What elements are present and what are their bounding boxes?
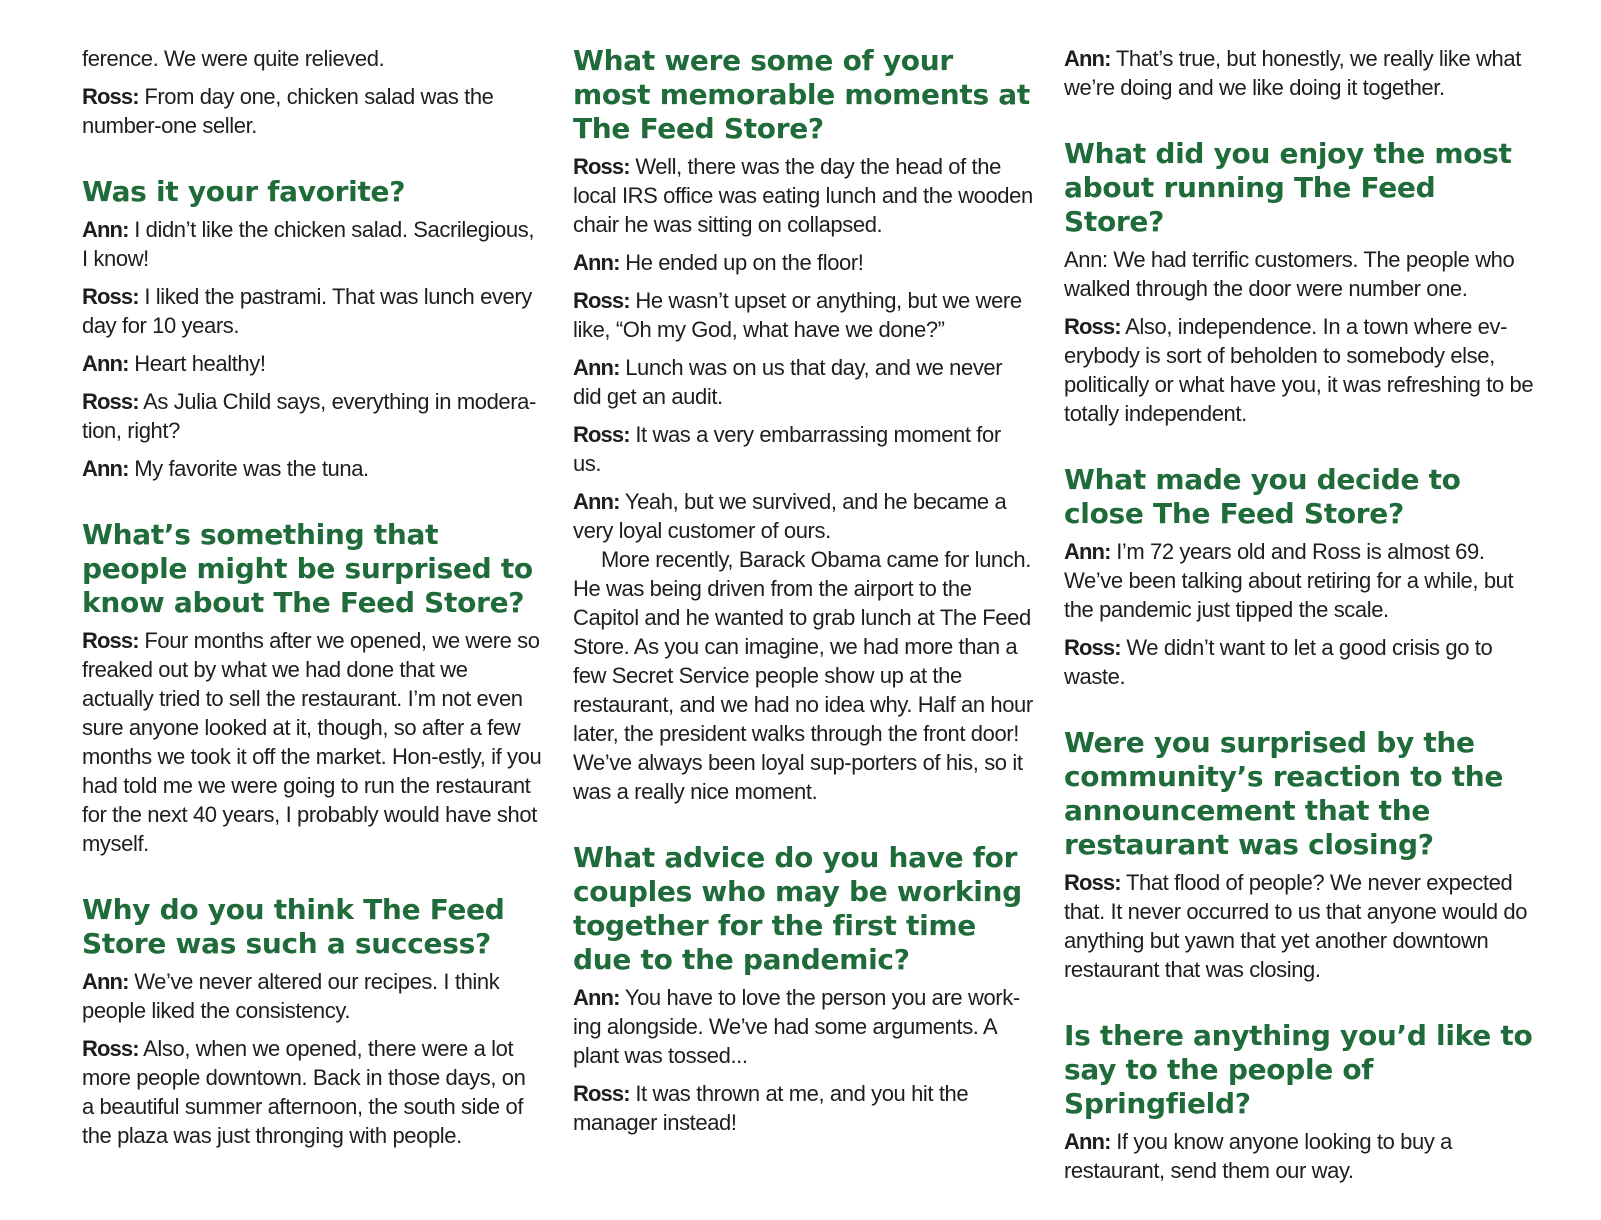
column-1 [82,44,542,1159]
answer-paragraph [1064,245,1534,303]
speaker-label: Ross: [82,284,139,309]
speaker-label: Ann: [573,250,620,275]
speaker-label: Ann: [1064,1129,1111,1154]
answer-text: You have to love the person you are work-ing alongside. We’ve had some arguments. A plant was tossed... [573,985,1020,1068]
answer-paragraph [573,487,1033,545]
section-gap [1064,437,1534,463]
section-gap [1064,700,1534,726]
section-gap [1064,111,1534,137]
question-heading: What were some of your most memorable moments at The Feed Store? [573,44,1030,145]
speaker-label: Ross: [573,154,630,179]
answer-paragraph [573,353,1033,411]
answer-paragraph [1064,1127,1534,1185]
answer-text: Also, independence. In a town where ev-erybody is sort of beholden to somebody else, politically or what have you, it was refreshing to be totally independent. [1064,314,1534,426]
speaker-label: Ross: [82,628,139,653]
answer-paragraph [82,82,542,140]
answer-text: From day one, chicken salad was the number-one seller. [82,84,494,138]
section-gap [82,149,542,175]
answer-paragraph [82,387,542,445]
answer-text: He ended up on the floor! [619,250,864,275]
answer-text: I’m 72 years old and Ross is almost 69. We’ve been talking about retiring for a while, but the pandemic just tipped the scale. [1064,539,1514,622]
speaker-label: Ann: [573,985,620,1010]
section-gap [573,815,1033,841]
answer-text: It was a very embarrassing moment for us. [573,422,1001,476]
question-heading: Was it your favorite? [82,175,406,208]
answer-text: Lunch was on us that day, and we never did get an audit. [573,355,1003,409]
section-gap [82,867,542,893]
answer-text: Well, there was the day the head of the local IRS office was eating lunch and the wooden chair he was sitting on collapsed. [573,154,1033,237]
answer-text: Heart healthy! [128,351,266,376]
answer-text: I didn’t like the chicken salad. Sacrilegious, I know! [82,217,535,271]
answer-paragraph [82,282,542,340]
speaker-label: Ann: [1064,46,1111,71]
answer-text: Also, when we opened, there were a lot more people downtown. Back in those days, on a beautiful summer afternoon, the south side of the plaza was just thronging with people. [82,1036,526,1148]
speaker-label: Ross: [82,1036,139,1061]
answer-text: We’ve never altered our recipes. I think people liked the consistency. [82,969,500,1023]
answer-paragraph [82,1034,542,1150]
answer-text: We didn’t want to let a good crisis go to waste. [1064,635,1493,689]
speaker-label: Ross: [573,422,630,447]
answer-paragraph [573,983,1033,1070]
answer-text: He wasn’t upset or anything, but we were like, “Oh my God, what have we done?” [573,288,1022,342]
speaker-label: Ross: [573,288,630,313]
speaker-label: Ann: [573,489,620,514]
speaker-label: Ross: [82,389,139,414]
answer-paragraph [82,967,542,1025]
answer-text: If you know anyone looking to buy a restaurant, send them our way. [1064,1129,1452,1183]
answer-paragraph [1064,44,1534,102]
speaker-label: Ross: [573,1081,630,1106]
speaker-label: Ross: [1064,870,1121,895]
speaker-label: Ross: [1064,314,1121,339]
speaker-label: Ross: [82,84,139,109]
answer-paragraph [573,248,1033,277]
answer-text: Ann: We had terrific customers. The people who walked through the door were number one. [1064,247,1515,301]
answer-paragraph [82,215,542,273]
question-heading: What’s something that people might be surprised to know about The Feed Store? [82,518,533,619]
answer-paragraph [82,44,542,73]
speaker-label: Ann: [1064,539,1111,564]
answer-paragraph [573,286,1033,344]
answer-paragraph [1064,633,1534,691]
question-heading: Why do you think The Feed Store was such a success? [82,893,505,960]
speaker-label: Ann: [82,217,129,242]
answer-paragraph [573,152,1033,239]
column-3 [1064,44,1534,1194]
column-2 [573,44,1033,1146]
answer-text: ference. We were quite relieved. [82,46,385,71]
answer-paragraph [82,454,542,483]
answer-paragraph [573,545,1033,806]
answer-paragraph [573,420,1033,478]
answer-text: That flood of people? We never expected that. It never occurred to us that anyone would do anything but yawn that yet another downtown restaurant that was closing. [1064,870,1528,982]
speaker-label: Ann: [82,351,129,376]
speaker-label: Ann: [82,969,129,994]
question-heading: Is there anything you’d like to say to the people of Springfield? [1064,1019,1533,1120]
speaker-label: Ann: [573,355,620,380]
answer-text: That’s true, but honestly, we really like what we’re doing and we like doing it together. [1064,46,1521,100]
answer-text: More recently, Barack Obama came for lunch. He was being driven from the airport to the Capitol and he wanted to grab lunch at The Feed Store. As you can imagine, we had more than a few Secret Service people show up at the restaurant, and we had no idea why. Half an hour later, the president walks through the front door! We’ve always been loyal sup-porters of his, so it was a really nice moment. [573,547,1033,804]
answer-paragraph [82,626,542,858]
answer-paragraph [1064,312,1534,428]
question-heading: Were you surprised by the community’s reaction to the announcement that the restaurant was closing? [1064,726,1504,861]
answer-text: As Julia Child says, everything in modera-tion, right? [82,389,536,443]
answer-text: It was thrown at me, and you hit the manager instead! [573,1081,969,1135]
answer-text: I liked the pastrami. That was lunch every day for 10 years. [82,284,532,338]
answer-text: Yeah, but we survived, and he became a very loyal customer of ours. [573,489,1007,543]
question-heading: What advice do you have for couples who may be working together for the first time due to the pandemic? [573,841,1022,976]
section-gap [1064,993,1534,1019]
answer-text: My favorite was the tuna. [128,456,369,481]
answer-paragraph [573,1079,1033,1137]
question-heading: What did you enjoy the most about running The Feed Store? [1064,137,1512,238]
speaker-label: Ross: [1064,635,1121,660]
section-gap [82,492,542,518]
question-heading: What made you decide to close The Feed Store? [1064,463,1461,530]
answer-paragraph [82,349,542,378]
answer-paragraph [1064,537,1534,624]
answer-text: Four months after we opened, we were so freaked out by what we had done that we actually tried to sell the restaurant. I’m not even sure anyone looked at it, though, so after a few months we took it off the market. Hon-estly, if you had told me we were going to run the restaurant for the next 40 years, I probably would have shot myself. [82,628,542,856]
speaker-label: Ann: [82,456,129,481]
answer-paragraph [1064,868,1534,984]
